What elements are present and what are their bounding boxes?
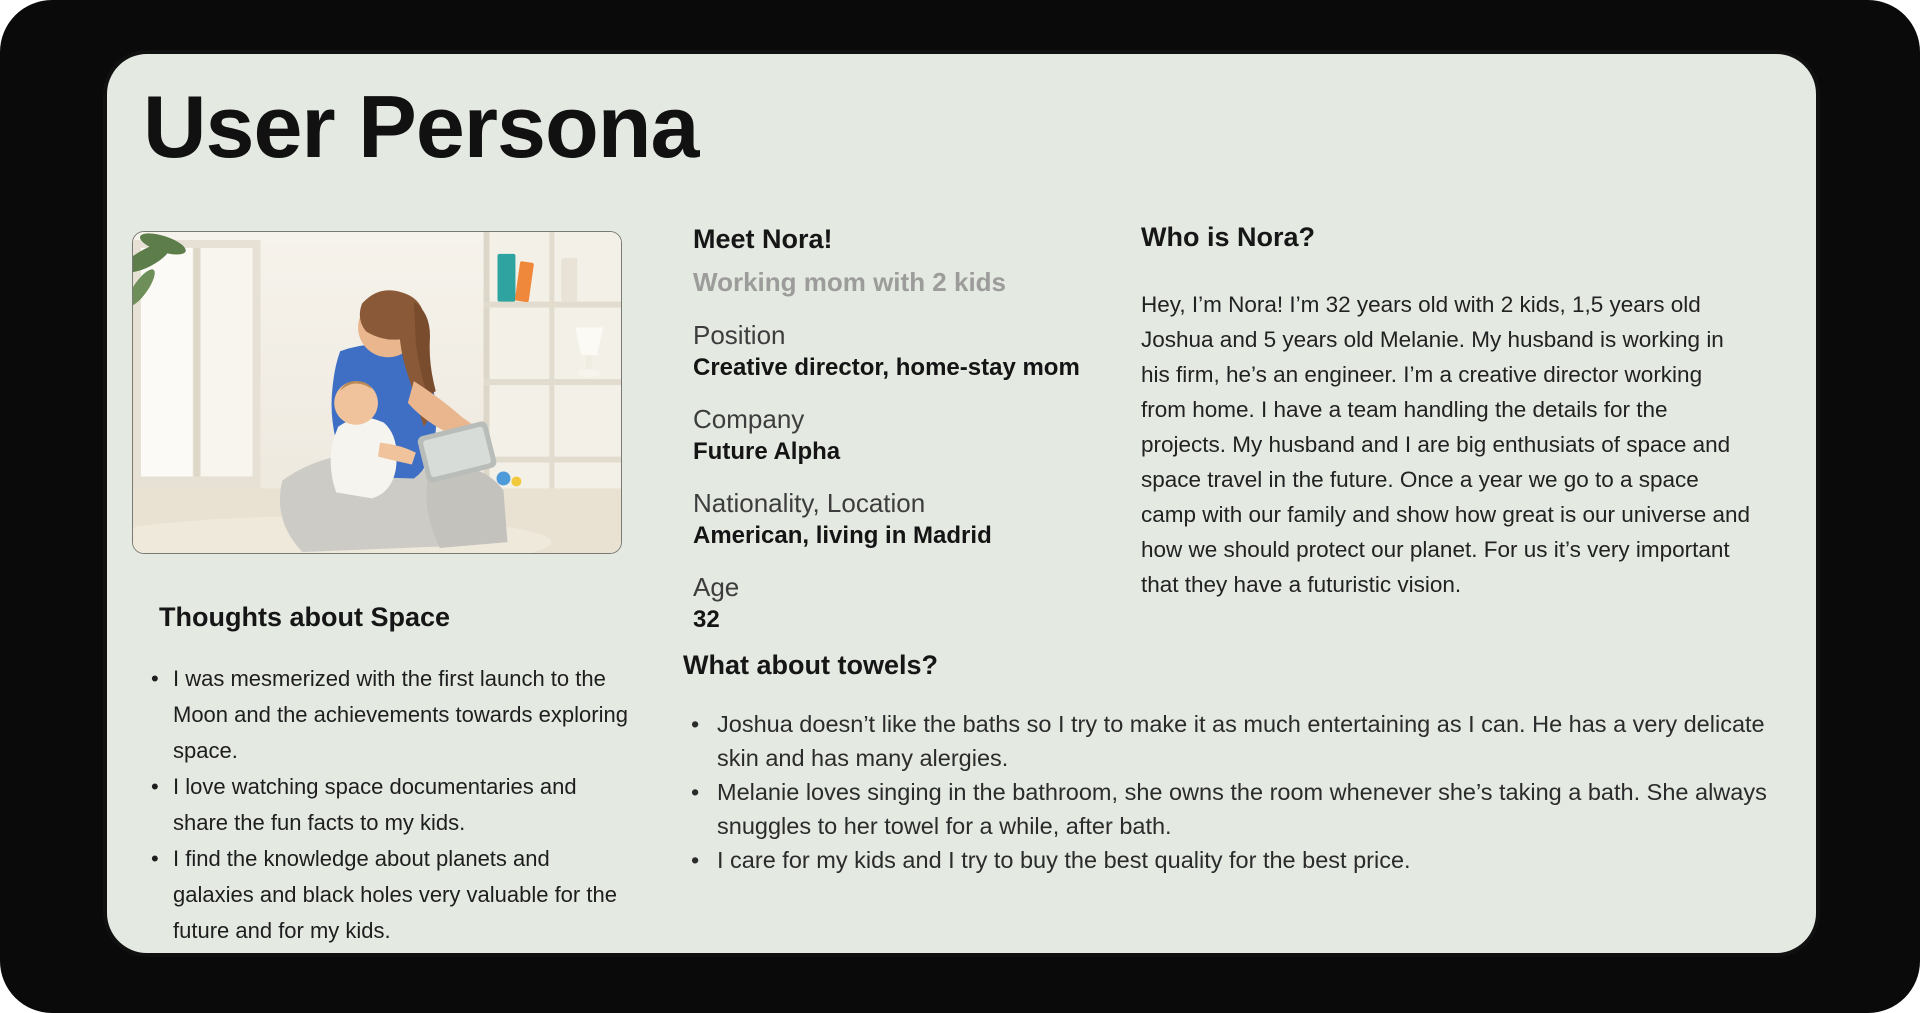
list-item: • I care for my kids and I try to buy the best quality for the best price. — [683, 843, 1768, 877]
list-item: • I was mesmerized with the first launch to the Moon and the achievements towards exploring space. — [143, 661, 629, 769]
who-heading: Who is Nora? — [1141, 222, 1315, 252]
towels-section — [683, 650, 1768, 877]
thoughts-list — [143, 661, 629, 949]
field-value: 32 — [693, 606, 720, 633]
list-item: • Melanie loves singing in the bathroom, she owns the room whenever she’s taking a bath. She always snuggles to her towel for a while, after bath. — [683, 775, 1768, 843]
profile-subtitle: Working mom with 2 kids — [693, 267, 1007, 297]
towels-list — [683, 707, 1768, 877]
field-company — [693, 404, 1163, 466]
field-label: Position — [693, 320, 786, 350]
shelf-shape — [484, 232, 621, 520]
field-value: Future Alpha — [693, 438, 841, 465]
field-value: American, living in Madrid — [693, 522, 992, 549]
page-title: User Persona — [143, 77, 699, 176]
field-nationality-location — [693, 488, 1163, 550]
profile-heading: Meet Nora! — [693, 224, 833, 254]
persona-photo — [132, 231, 622, 554]
persona-photo-illustration — [133, 232, 621, 553]
list-item: • I find the knowledge about planets and galaxies and black holes very valuable for the future and for my kids. — [143, 841, 629, 949]
field-value: Creative director, home-stay mom — [693, 354, 1080, 381]
list-item: • Joshua doesn’t like the baths so I try to make it as much entertaining as I can. He has a very delicate skin and has many alergies. — [683, 707, 1768, 775]
profile-section — [693, 224, 1163, 634]
persona-card — [103, 50, 1820, 957]
thoughts-section — [143, 602, 629, 949]
field-label: Nationality, Location — [693, 488, 926, 518]
field-position — [693, 320, 1163, 382]
field-label: Company — [693, 404, 805, 434]
who-section — [1141, 222, 1753, 602]
field-age — [693, 572, 1163, 634]
who-body: Hey, I’m Nora! I’m 32 years old with 2 kids, 1,5 years old Joshua and 5 years old Melanie. My husband is working in his firm, he’s an engineer. I’m a creative director working from home. I have a team handling the details for the projects. My husband and I are big enthusiats of space and space travel in the future. Once a year we go to a space camp with our family and show how great is our universe and how we should protect our planet. For us it’s very important that they have a futuristic vision. — [1141, 292, 1751, 597]
towels-heading: What about towels? — [683, 650, 938, 680]
thoughts-heading: Thoughts about Space — [159, 602, 451, 632]
list-item: • I love watching space documentaries and share the fun facts to my kids. — [143, 769, 629, 841]
field-label: Age — [693, 572, 740, 602]
